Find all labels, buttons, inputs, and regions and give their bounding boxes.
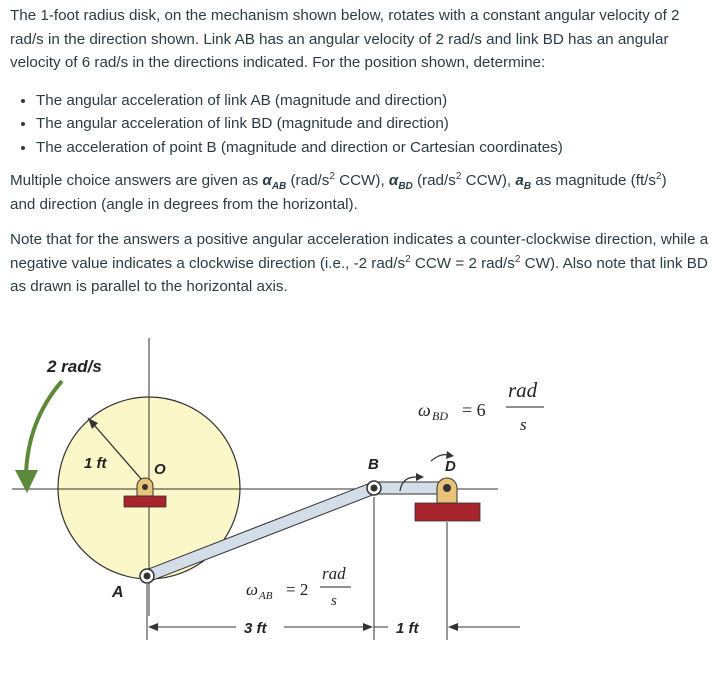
pin-a-center bbox=[144, 573, 151, 580]
point-o-label: O bbox=[154, 461, 166, 478]
pivot-o-pin bbox=[142, 484, 148, 490]
disk-speed-label: 2 rad/s bbox=[47, 357, 102, 376]
alpha-symbol: α bbox=[388, 172, 399, 189]
pivot-o-mount bbox=[124, 496, 166, 507]
goals-list bbox=[10, 89, 710, 160]
omega-ab-symbol: ω bbox=[246, 580, 259, 599]
dim-3ft-left-arrowhead bbox=[148, 623, 158, 631]
accel-subscript-b: B bbox=[523, 181, 532, 193]
omega-bd-subscript: BD bbox=[432, 409, 448, 423]
point-d-label: D bbox=[445, 458, 456, 475]
omega-bd-symbol: ω bbox=[418, 400, 431, 420]
goal-item: • The acceleration of point B (magnitude and direction or Cartesian coordinates) bbox=[36, 136, 710, 160]
mechanism-figure bbox=[0, 330, 718, 682]
dim-3ft-right-arrowhead bbox=[363, 623, 373, 631]
dim-1ft-right-arrowhead bbox=[448, 623, 458, 631]
mc-text: (rad/s bbox=[286, 172, 330, 189]
pin-b-center bbox=[371, 485, 378, 492]
dim-1ft-label: 1 ft bbox=[396, 620, 419, 637]
alpha-symbol: α bbox=[262, 172, 272, 189]
note-paragraph bbox=[10, 228, 710, 299]
multiple-choice-paragraph bbox=[10, 169, 710, 216]
superscript: 2 bbox=[455, 170, 462, 182]
superscript: 2 bbox=[329, 170, 335, 182]
disk-rotation-arrow bbox=[26, 381, 62, 474]
alpha-subscript-bd: BD bbox=[398, 181, 413, 193]
mc-text: as magnitude (ft/s bbox=[531, 172, 656, 189]
disk-rotation-arrowhead bbox=[15, 470, 38, 493]
mc-text: CCW), bbox=[461, 172, 516, 189]
note-text: CW). Also note that link BD as drawn is parallel to the horizontal axis. bbox=[10, 254, 708, 295]
omega-ab-subscript: AB bbox=[259, 590, 273, 602]
omega-bd-unit-num: rad bbox=[508, 378, 538, 402]
pivot-d-pin bbox=[443, 484, 451, 492]
point-b-label: B bbox=[368, 456, 379, 473]
omega-bd-unit-den: s bbox=[520, 415, 527, 434]
accel-symbol: a bbox=[515, 172, 524, 189]
mc-text: ) bbox=[661, 172, 667, 189]
intro-paragraph: The 1-foot radius disk, on the mechanism shown below, rotates with a constant angular velocity of 2 rad/s in the direction shown. Link AB has an angular velocity of 2 rad/s and link BD has an angular velocity of 6 rad/s in the directions indicated. For the position shown, determine: bbox=[10, 7, 680, 71]
mc-text: (rad/s bbox=[412, 172, 456, 189]
mc-text: and direction (angle in degrees from the horizontal). bbox=[10, 195, 358, 213]
omega-ab-unit-den: s bbox=[331, 593, 337, 609]
omega-ab-unit-num: rad bbox=[322, 564, 346, 583]
superscript: 2 bbox=[656, 170, 662, 182]
pivot-d-mount bbox=[415, 503, 480, 521]
omega-bd-value: = 6 bbox=[462, 400, 486, 420]
goal-item: • The angular acceleration of link AB (magnitude and direction) bbox=[36, 89, 710, 113]
radius-label: 1 ft bbox=[84, 455, 107, 472]
mc-text: Multiple choice answers are given as bbox=[10, 172, 263, 189]
goal-item: • The angular acceleration of link BD (magnitude and direction) bbox=[36, 112, 710, 136]
mc-text: CCW), bbox=[334, 172, 389, 189]
problem-statement bbox=[10, 4, 710, 299]
superscript: 2 bbox=[514, 253, 521, 265]
dim-3ft-label: 3 ft bbox=[244, 620, 267, 637]
link-bd-rotation-arrowhead bbox=[416, 473, 424, 481]
alpha-subscript-ab: AB bbox=[271, 181, 287, 193]
omega-ab-value: = 2 bbox=[286, 580, 309, 599]
point-a-label: A bbox=[112, 584, 124, 601]
note-text: CCW = 2 rad/s bbox=[410, 254, 515, 272]
superscript: 2 bbox=[405, 253, 411, 265]
note-text: Note that for the answers a positive angular acceleration indicates a counter-clockwise direction, while a negative value indicates a clockwise direction (i.e., -2 rad/s bbox=[10, 231, 709, 272]
